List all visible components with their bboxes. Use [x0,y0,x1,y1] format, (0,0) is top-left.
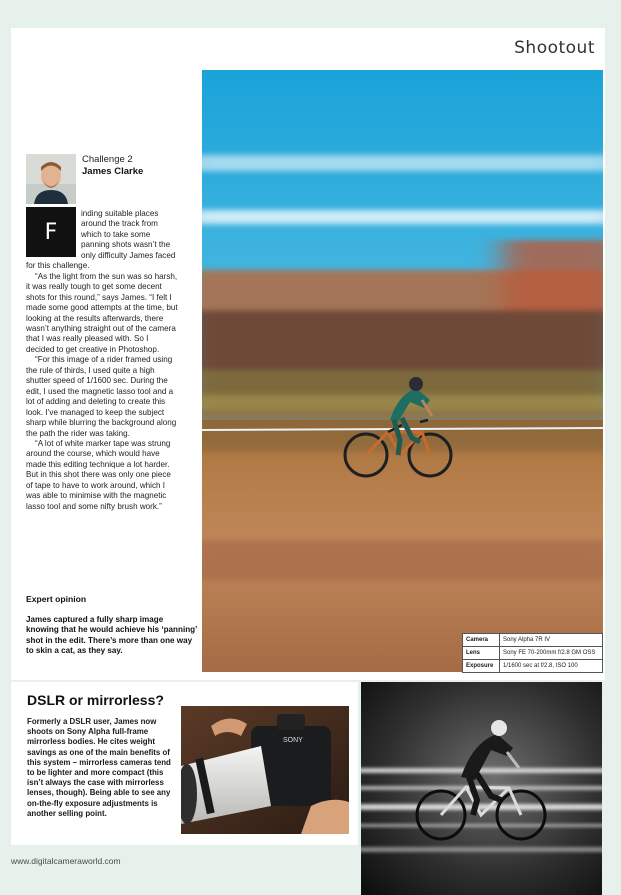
box-text: Formerly a DSLR user, James now shoots on Sony Alpha full-frame mirrorless bodies. He cites weight savings as one of the main benefits of this system – mirrorless cameras tend to be lighter and more compact (this isn’t always the case with mirrorless lenses, though). Being able to see any on-the-fly exposure adjustments is another selling point. [27,717,171,818]
camera-specs-table [462,633,603,673]
spec-row [463,646,603,659]
spec-row [463,659,603,672]
expert-opinion-text: James captured a fully sharp image knowing that he would achieve his ‘panning’ shot in the edit. There’s more than one way to skin a cat, as they say. [26,615,197,656]
main-photo-cyclist-panning [202,70,603,672]
author-byline [26,154,196,206]
section-title: Shootout [514,38,595,58]
spec-label: Exposure [463,659,500,672]
article-paragraph: “As the light from the sun was so harsh, it was really tough to get some decent shots for this round,” says James. “I felt I made some good attempts at the time, but looking at the results afterwards, there wasn’t anything straight out of the camera that I was really pleased with. So I decided to get creative in Photoshop. [26,271,178,354]
spec-value: Sony FE 70-200mm f/2.8 GM OSS [500,646,603,659]
article-paragraph: “For this image of a rider framed using the rule of thirds, I used quite a high shutter speed of 1/1600 sec. During the edit, I used the magnetic lasso tool and a lot of adding and deleting to create this look. I’ve managed to keep the subject sharp while blurring the background along the path the rider was taking. [26,355,177,438]
author-name: James Clarke [82,166,144,177]
article-body [26,209,178,512]
author-avatar [26,154,76,204]
bw-cyclist-photo [361,682,602,895]
drop-cap: F [26,207,76,257]
expert-opinion-heading: Expert opinion [26,594,87,604]
spec-label: Lens [463,646,500,659]
camera-brand-text: SONY [283,737,303,744]
footer-website-url[interactable]: www.digitalcameraworld.com [11,856,121,866]
spec-row [463,634,603,647]
dslr-mirrorless-box [11,682,358,845]
spec-value: 1/1600 sec at f/2.8, ISO 100 [500,659,603,672]
challenge-label: Challenge 2 [82,154,133,165]
article-paragraph: “A lot of white marker tape was strung around the course, which would have made this editing technique a lot harder. But in this shot there was only one piece of tape to have to work around, which I was able to minimise with the magnetic lasso tool and some nifty brush work.” [26,438,171,511]
article-paragraph: inding suitable places around the track from which to take some panning shots wasn’t the only difficulty James faced for this challenge. [26,209,176,271]
box-title: DSLR or mirrorless? [27,692,164,708]
camera-photo [181,706,349,834]
spec-label: Camera [463,634,500,647]
spec-value: Sony Alpha 7R IV [500,634,603,647]
